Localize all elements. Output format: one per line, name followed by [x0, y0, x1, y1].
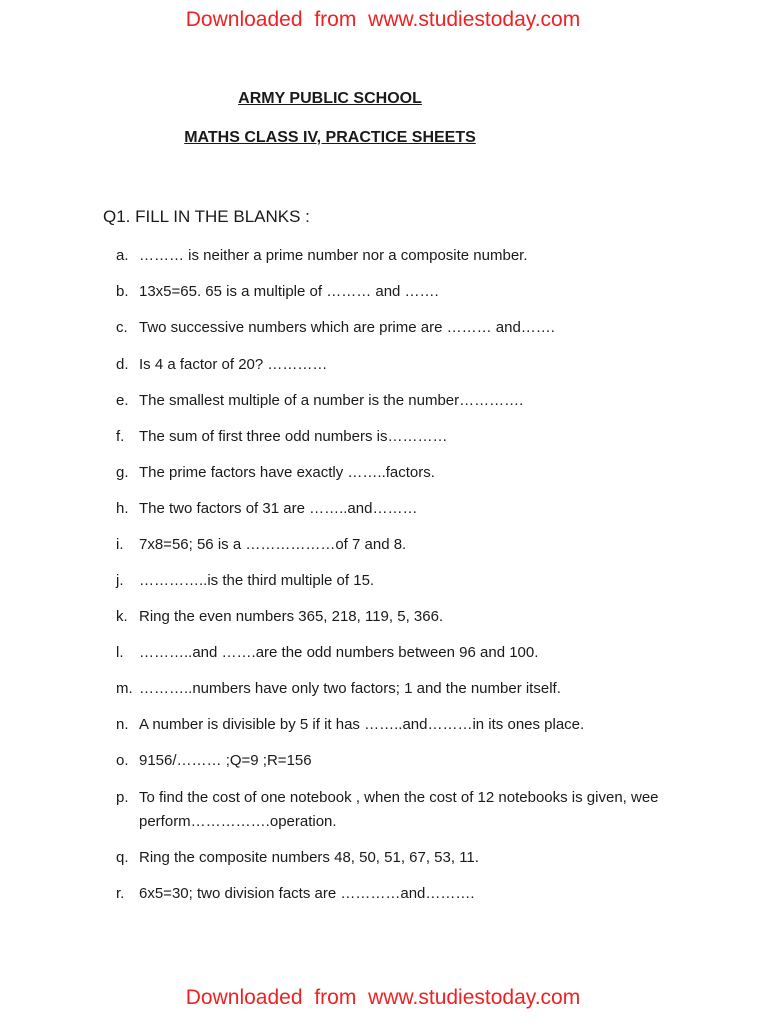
school-name-heading: ARMY PUBLIC SCHOOL [238, 90, 422, 107]
item-text: 13x5=65. 65 is a multiple of ……… and ……. [139, 283, 439, 300]
item-text: 6x5=30; two division facts are …………and………. [139, 885, 475, 902]
item-letter: c. [116, 319, 128, 336]
item-letter: j. [116, 572, 124, 589]
item-letter: q. [116, 849, 129, 866]
item-letter: b. [116, 283, 129, 300]
item-letter: a. [116, 247, 129, 264]
item-letter: p. [116, 789, 129, 806]
item-text: Two successive numbers which are prime are ……… and……. [139, 319, 555, 336]
item-text: …………..is the third multiple of 15. [139, 572, 375, 589]
item-text: Ring the even numbers 365, 218, 119, 5, 366. [139, 608, 444, 625]
item-text: Ring the composite numbers 48, 50, 51, 67, 53, 11. [139, 849, 479, 866]
item-text: The sum of first three odd numbers is………… [139, 428, 448, 445]
item-letter: r. [116, 885, 125, 902]
item-letter: k. [116, 608, 128, 625]
item-letter: l. [116, 644, 124, 661]
item-text: The prime factors have exactly ……..factors. [139, 464, 435, 481]
item-text: ……… is neither a prime number nor a composite number. [139, 247, 528, 264]
item-text: The two factors of 31 are ……..and……… [139, 500, 418, 517]
item-letter: d. [116, 356, 129, 373]
item-text: ………..and …….are the odd numbers between 96 and 100. [139, 644, 539, 661]
item-text: The smallest multiple of a number is the number…………. [139, 392, 524, 409]
item-letter: f. [116, 428, 125, 445]
item-text: A number is divisible by 5 if it has ……..and………in its ones place. [139, 716, 585, 733]
item-letter: n. [116, 716, 129, 733]
item-letter: i. [116, 536, 124, 553]
item-letter: g. [116, 464, 129, 481]
item-text: Is 4 a factor of 20? ………… [139, 356, 328, 373]
download-banner-bottom: Downloaded from www.studiestoday.com [185, 986, 581, 1009]
item-text: To find the cost of one notebook , when the cost of 12 notebooks is given, wee perform…………….operation. [139, 789, 659, 830]
item-letter: h. [116, 500, 129, 517]
download-banner-top: Downloaded from www.studiestoday.com [185, 8, 581, 31]
item-text: ………..numbers have only two factors; 1 and the number itself. [139, 680, 561, 697]
item-letter: e. [116, 392, 129, 409]
item-text: 7x8=56; 56 is a ………………of 7 and 8. [139, 536, 407, 553]
item-text: 9156/……… ;Q=9 ;R=156 [139, 752, 312, 769]
sheet-title-heading: MATHS CLASS IV, PRACTICE SHEETS [184, 129, 476, 146]
item-letter: o. [116, 752, 129, 769]
question-title: Q1. FILL IN THE BLANKS : [103, 207, 310, 226]
item-letter: m. [116, 680, 133, 697]
